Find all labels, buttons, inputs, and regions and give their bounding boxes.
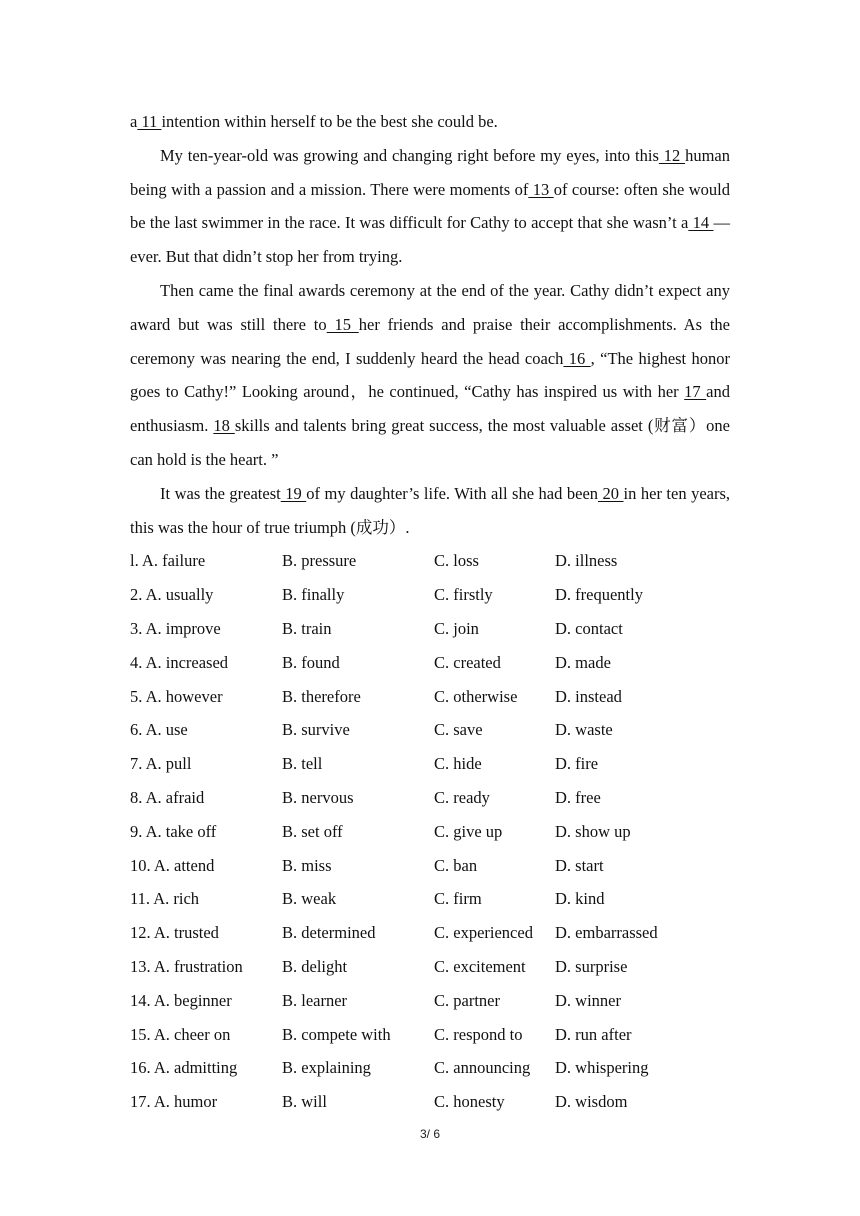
option-d: D. kind bbox=[555, 889, 605, 909]
option-row bbox=[130, 578, 730, 612]
option-row bbox=[130, 815, 730, 849]
text: skills and talents bring great success, the most valuable asset (财富）one can hold is the heart. ” bbox=[130, 416, 731, 469]
option-c: C. ban bbox=[434, 855, 478, 875]
option-d: D. fire bbox=[555, 754, 599, 774]
option-c: C. experienced bbox=[434, 923, 533, 943]
option-b: B. therefore bbox=[282, 686, 361, 706]
option-b: B. tell bbox=[282, 754, 323, 774]
option-row bbox=[130, 544, 730, 578]
option-b: B. explaining bbox=[282, 1058, 371, 1078]
blank-13: 13 bbox=[528, 179, 554, 199]
option-b: B. delight bbox=[282, 956, 348, 976]
option-b: B. learner bbox=[282, 990, 348, 1010]
paragraph-2 bbox=[130, 139, 730, 274]
blank-19: 19 bbox=[280, 483, 307, 503]
option-d: D. embarrassed bbox=[555, 923, 658, 943]
option-c: C. partner bbox=[434, 990, 500, 1010]
text: a bbox=[130, 112, 138, 131]
text: of course: often she would be the last swimmer in the race. It was difficult for Cathy to accept that she wasn’t a bbox=[130, 179, 731, 233]
option-a: 16. A. admitting bbox=[130, 1058, 238, 1078]
option-d: D. whispering bbox=[555, 1058, 649, 1078]
option-row bbox=[130, 612, 730, 646]
option-b: B. set off bbox=[282, 821, 343, 841]
blank-20: 20 bbox=[598, 483, 624, 503]
option-c: C. respond to bbox=[434, 1024, 523, 1044]
option-d: D. surprise bbox=[555, 956, 628, 976]
option-row bbox=[130, 781, 730, 815]
option-row bbox=[130, 1018, 730, 1052]
answer-options bbox=[130, 544, 730, 1119]
option-c: C. honesty bbox=[434, 1092, 505, 1112]
blank-16: 16 bbox=[563, 348, 591, 368]
option-row bbox=[130, 646, 730, 680]
option-c: C. created bbox=[434, 652, 501, 672]
option-row bbox=[130, 984, 730, 1018]
option-c: C. join bbox=[434, 618, 479, 638]
text: —ever. But that didn’t stop her from trying. bbox=[130, 213, 731, 267]
option-b: B. weak bbox=[282, 889, 337, 909]
text: human being with a passion and a mission. There were moments of bbox=[130, 145, 730, 199]
blank-14: 14 bbox=[688, 213, 714, 233]
option-b: B. will bbox=[282, 1092, 327, 1112]
option-b: B. nervous bbox=[282, 787, 354, 807]
option-row bbox=[130, 1085, 730, 1119]
option-b: B. survive bbox=[282, 720, 350, 740]
paragraph-1 bbox=[130, 105, 730, 139]
option-a: 3. A. improve bbox=[130, 618, 221, 638]
option-c: C. save bbox=[434, 720, 483, 740]
option-a: 8. A. afraid bbox=[130, 787, 205, 807]
option-row bbox=[130, 916, 730, 950]
option-row bbox=[130, 882, 730, 916]
option-d: D. illness bbox=[555, 551, 618, 571]
blank-18: 18 bbox=[213, 416, 235, 436]
option-a: l. A. failure bbox=[130, 551, 206, 571]
option-a: 4. A. increased bbox=[130, 652, 229, 672]
option-c: C. otherwise bbox=[434, 686, 518, 706]
option-d: D. run after bbox=[555, 1024, 632, 1044]
option-d: D. free bbox=[555, 787, 601, 807]
option-d: D. show up bbox=[555, 821, 631, 841]
option-b: B. compete with bbox=[282, 1024, 391, 1044]
option-c: C. hide bbox=[434, 754, 482, 774]
option-a: 5. A. however bbox=[130, 686, 223, 706]
text: It was the greatest bbox=[160, 483, 281, 503]
option-row bbox=[130, 747, 730, 781]
option-a: 6. A. use bbox=[130, 720, 188, 740]
paragraph-4 bbox=[130, 477, 730, 545]
text: My ten-year-old was growing and changing right before my eyes, into this bbox=[160, 145, 659, 165]
option-c: C. give up bbox=[434, 821, 503, 841]
option-d: D. frequently bbox=[555, 585, 643, 605]
option-b: B. determined bbox=[282, 923, 376, 943]
text: intention within herself to be the best she could be. bbox=[161, 112, 498, 131]
option-a: 2. A. usually bbox=[130, 585, 214, 605]
option-row bbox=[130, 1051, 730, 1085]
option-a: 12. A. trusted bbox=[130, 923, 219, 943]
option-b: B. finally bbox=[282, 585, 345, 605]
blank-17: 17 bbox=[684, 382, 707, 402]
option-d: D. contact bbox=[555, 618, 623, 638]
option-d: D. waste bbox=[555, 720, 613, 740]
blank-15: 15 bbox=[326, 314, 359, 334]
option-d: D. instead bbox=[555, 686, 622, 706]
option-c: C. ready bbox=[434, 787, 490, 807]
text: , “The highest honor goes to Cathy!” Looking around，he continued, “Cathy has inspired us with her bbox=[130, 348, 731, 402]
option-b: B. train bbox=[282, 618, 332, 638]
option-a: 17. A. humor bbox=[130, 1092, 218, 1112]
text: her friends and praise their accomplishments. As the ceremony was nearing the end, I suddenly heard the head coach bbox=[130, 314, 730, 368]
option-row bbox=[130, 680, 730, 714]
option-a: 11. A. rich bbox=[130, 889, 200, 909]
text: of my daughter’s life. With all she had been bbox=[306, 483, 599, 503]
option-a: 10. A. attend bbox=[130, 855, 215, 875]
option-d: D. made bbox=[555, 652, 611, 672]
text: Then came the final awards ceremony at the end of the year. Cathy didn’t expect any award but was still there to bbox=[130, 280, 730, 334]
option-c: C. loss bbox=[434, 551, 479, 571]
option-d: D. start bbox=[555, 855, 604, 875]
option-a: 15. A. cheer on bbox=[130, 1024, 231, 1044]
option-row bbox=[130, 849, 730, 883]
option-a: 9. A. take off bbox=[130, 821, 217, 841]
document-page bbox=[130, 105, 730, 1119]
option-d: D. winner bbox=[555, 990, 621, 1010]
option-b: B. pressure bbox=[282, 551, 357, 571]
option-a: 7. A. pull bbox=[130, 754, 192, 774]
blank-11: 11 bbox=[137, 112, 162, 131]
option-d: D. wisdom bbox=[555, 1092, 628, 1112]
option-c: C. firm bbox=[434, 889, 482, 909]
text: in her ten years, this was the hour of true triumph (成功）. bbox=[130, 483, 731, 537]
paragraph-3 bbox=[130, 274, 730, 477]
option-row bbox=[130, 713, 730, 747]
page-number: 3/ 6 bbox=[419, 1127, 440, 1141]
text: and enthusiasm. bbox=[130, 382, 730, 436]
option-a: 14. A. beginner bbox=[130, 990, 232, 1010]
option-c: C. firstly bbox=[434, 585, 493, 605]
option-b: B. miss bbox=[282, 855, 332, 875]
blank-12: 12 bbox=[658, 145, 686, 165]
option-b: B. found bbox=[282, 652, 340, 672]
option-a: 13. A. frustration bbox=[130, 956, 243, 976]
option-row bbox=[130, 950, 730, 984]
option-c: C. announcing bbox=[434, 1058, 531, 1078]
option-c: C. excitement bbox=[434, 956, 526, 976]
